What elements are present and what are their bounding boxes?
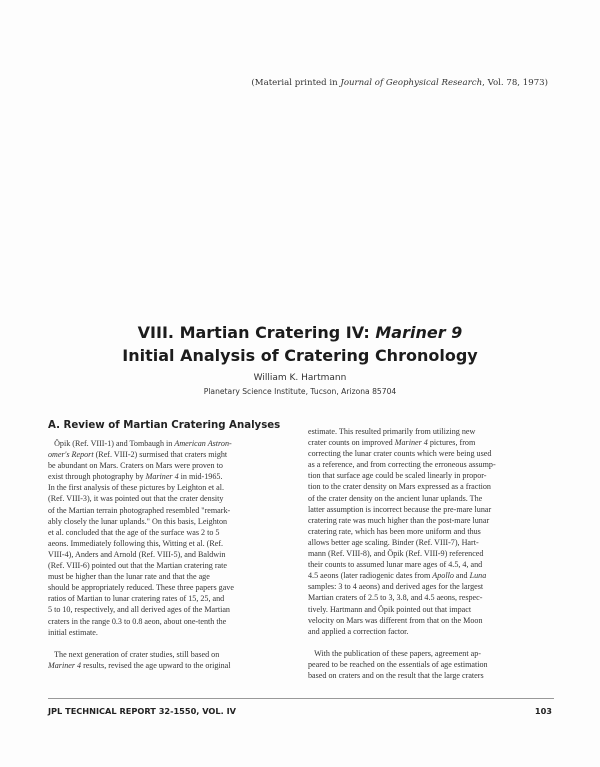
text-line: In the first analysis of these pictures by Leighton et al. [48,483,224,493]
text-line: cratering rate, which has been more uniform and thus [308,526,481,536]
source-prefix: (Material printed in [251,78,341,88]
text-line: estimate. This resulted primarily from utilizing new [308,427,476,436]
text-line: 4.5 aeons (later radiogenic dates from Apollo and Luna [308,571,487,581]
text-line: (Ref. VIII-3), it was pointed out that the crater density [48,494,224,504]
text-line: (Ref. VIII-6) pointed out that the Martian cratering rate [48,561,227,571]
text-line: as a reference, and from correcting the erroneous assump- [308,460,496,470]
text-line: omer's Report (Ref. VIII-2) surmised that craters might [48,450,228,460]
text-line: must be higher than the lunar rate and that the age [48,572,210,582]
section-heading: A. Review of Martian Cratering Analyses [48,420,281,431]
text-line: should be appropriately reduced. These three papers gave [48,583,234,593]
left-column [48,438,288,671]
text-line: ably closely the lunar uplands." On this basis, Leighton [48,516,228,526]
text-line: allows better age scaling. Binder (Ref. VIII-7), Hart- [308,537,479,547]
author-name: William K. Hartmann [253,373,347,383]
page-number: 103 [534,706,552,716]
text-line: Mariner 4 results, revised the age upward to the original [48,660,231,670]
text-line: tively. Hartmann and Öpik pointed out that impact [308,604,472,614]
title-prefix: VIII. Martian Cratering IV: [137,323,376,342]
text-line: latter assumption is incorrect because the pre-mare lunar [308,504,492,514]
title-line-1 [0,323,600,342]
source-journal: Journal of Geophysical Research [340,78,483,88]
text-line: mann (Ref. VIII-8), and Öpik (Ref. VIII-9) referenced [308,549,484,559]
footer-report-id: JPL TECHNICAL REPORT 32-1550, VOL. IV [48,706,236,716]
text-line: exist through photography by Mariner 4 in mid-1965. [48,472,223,482]
text-line: craters in the range 0.3 to 0.8 aeon, about one-tenth the [48,616,227,626]
text-line: correcting the lunar crater counts which were being used [308,449,492,459]
paragraph-gap [308,637,552,648]
text-line: of the Martian terrain photographed resembled "remark- [48,505,231,515]
text-line: Öpik (Ref. VIII-1) and Tombaugh in American Astron- [54,439,232,448]
text-line: and applied a correction factor. [308,626,409,636]
title-line-2: Initial Analysis of Cratering Chronology [122,346,478,365]
text-line: initial estimate. [48,627,98,637]
text-line: The next generation of crater studies, still based on [54,649,220,659]
text-line: peared to be reached on the essentials of age estimation [308,659,488,669]
text-line: tion to the crater density on Mars expressed as a fraction [308,482,491,492]
author-affiliation: Planetary Science Institute, Tucson, Arizona 85704 [203,387,397,396]
text-line: their counts to assumed lunar mare ages of 4.5, 4, and [308,560,483,570]
text-line: be abundant on Mars. Craters on Mars were proven to [48,461,223,471]
text-line: 5 to 10, respectively, and all derived ages of the Martian [48,605,230,615]
right-column [308,426,552,681]
text-line: Martian craters of 2.5 to 3, 3.8, and 4.5 aeons, respec- [308,593,483,603]
paragraph-gap [48,638,288,649]
text-line: samples: 3 to 4 aeons) and derived ages for the largest [308,582,484,592]
text-line: VIII-4), Anders and Arnold (Ref. VIII-5), and Baldwin [48,549,226,559]
text-line: cratering rate was much higher than the post-mare lunar [308,515,490,525]
text-line: crater counts on improved Mariner 4 pictures, from [308,438,476,448]
text-line: aeons. Immediately following this, Witting et al. (Ref. [48,538,224,548]
footer-divider [48,698,554,699]
text-line: et al. concluded that the age of the surface was 2 to 5 [48,527,220,537]
title-italic: Mariner 9 [375,323,463,342]
text-line: tion that surface age could be scaled linearly in propor- [308,471,487,481]
text-line: based on craters and on the result that the large craters [308,670,484,680]
source-suffix: , Vol. 78, 1973) [482,78,548,88]
text-line: velocity on Mars was different from that on the Moon [308,615,483,625]
text-line: ratios of Martian to lunar cratering rates of 15, 25, and [48,594,225,604]
source-note [251,78,548,88]
text-line: With the publication of these papers, agreement ap- [314,648,481,658]
text-line: of the crater density on the ancient lunar uplands. The [308,493,483,503]
